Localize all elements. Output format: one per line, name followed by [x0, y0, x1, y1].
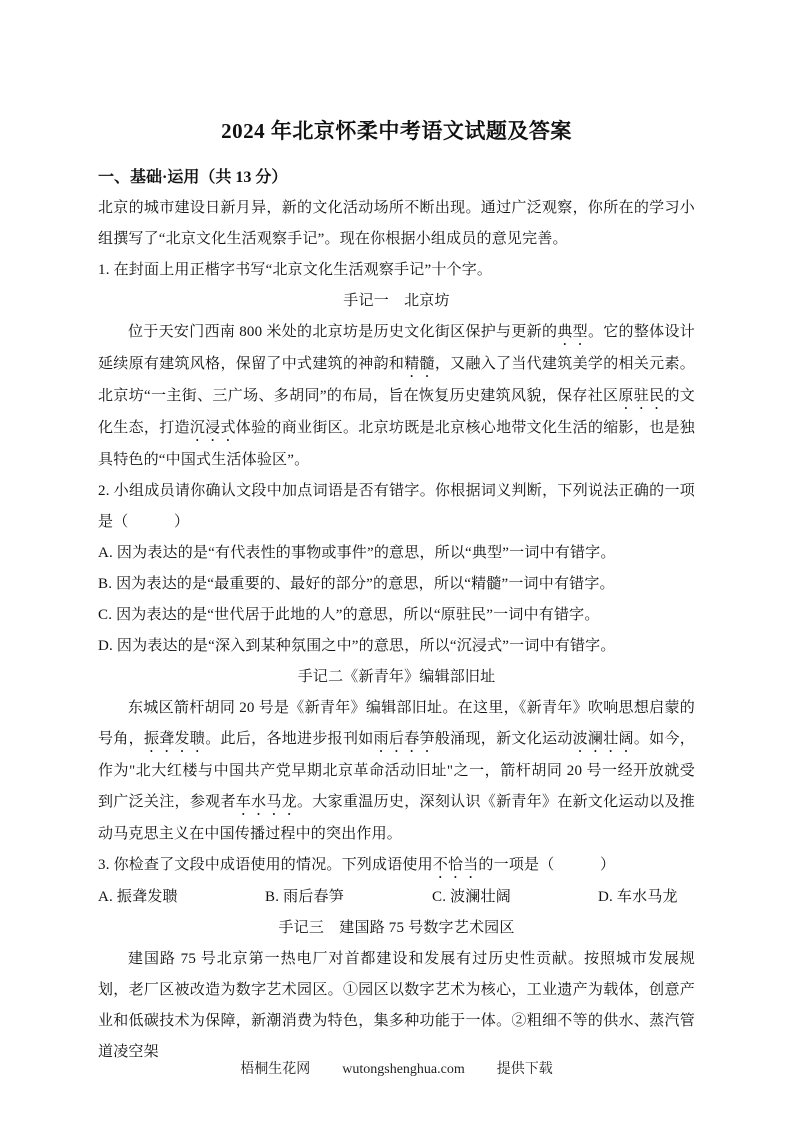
- note1-title: 手记一 北京坊: [343, 293, 450, 309]
- question-2-option-d: D. 因为表达的是“深入到某种氛围之中”的意思，所以“沉浸式”一词中有错字。: [98, 638, 616, 654]
- note3-passage: 建国路 75 号北京第一热电厂对首都建设和发展有过历史性贡献。按照城市发展规划，老厂区被改造为数字艺术园区。①园区以数字艺术为核心，工业遗产为载体，创意产业和低碳技术为保障，新潮消费为特色，集多种功能于一体。②粗细不等的供水、蒸汽管道凌空架: [98, 951, 695, 1060]
- emphasized-text: 不恰当: [432, 857, 479, 873]
- note3-title: 手记三 建国路 75 号数字艺术园区: [278, 920, 515, 936]
- question-3-stem: [98, 850, 695, 882]
- text-segment: 东城区箭杆胡同 20 号是《新青年》编辑部旧址。在这里，《新青年》吹响思想启蒙的号角，: [98, 700, 695, 747]
- text-segment: 。如今，作为"北大红楼与中国共产党早期北京革命活动旧址"之一，箭杆胡同 20 号一经开放就受到广泛关注，参观者: [98, 731, 696, 810]
- question-3-option-c: C. 波澜壮阔: [432, 889, 511, 905]
- text-segment: 般涌现，新文化运动: [434, 731, 573, 747]
- note1-passage: [98, 317, 695, 476]
- question-3-options: [98, 882, 695, 913]
- text-segment: 。它的整体设计延续原有建筑风格，保留了中式建筑的神韵和: [98, 324, 696, 372]
- question-2-option-b: B. 因为表达的是“最重要的、最好的部分”的意思，所以“精髓”一词中有错字。: [98, 576, 615, 592]
- emphasized-text: 雨后春笋: [373, 731, 435, 747]
- footer-site-name: 梧桐生花网: [240, 1062, 311, 1077]
- emphasized-text: 精髓: [404, 356, 435, 372]
- question-3-option-b: B. 雨后春笋: [265, 889, 344, 905]
- page-footer: [0, 1060, 793, 1080]
- question-2-stem: 2. 小组成员请你确认文段中加点词语是否有错字。你根据词义判断，下列说法正确的一项是（ ）: [98, 483, 695, 530]
- footer-site-url: wutongshenghua.com: [342, 1062, 465, 1077]
- emphasized-text: 波澜壮阔: [572, 731, 634, 747]
- text-segment: ，又融入了当代建筑美学的相关元素。北京坊“一主街、三广场、多胡同”的布局，旨在恢复历史建筑风貌，保存社区: [98, 356, 695, 404]
- text-segment: 。此后，各地进步报刊如: [205, 731, 374, 747]
- note2-title: 手记二《新青年》编辑部旧址: [297, 669, 496, 685]
- note2-passage: [98, 693, 695, 850]
- text-segment: 的文化生态，打造: [98, 388, 695, 436]
- question-3-option-a: A. 振聋发聩: [98, 889, 178, 905]
- question-2-option-c: C. 因为表达的是“世代居于此地的人”的意思，所以“原驻民”一词中有错字。: [98, 607, 600, 623]
- text-segment: 3. 你检查了文段中成语使用的情况。下列成语使用: [98, 857, 433, 873]
- text-segment: 。大家重温历史，深刻认识《新青年》在新文化运动以及推动马克思主义在中国传播过程中的突出作用。: [98, 794, 695, 842]
- text-segment: 的一项是（ ）: [478, 857, 616, 873]
- emphasized-text: 车水马龙: [235, 794, 298, 810]
- footer-download-text: 提供下载: [496, 1062, 553, 1077]
- question-2-option-a: A. 因为表达的是“有代表性的事物或事件”的意思，所以“典型”一词中有错字。: [98, 545, 616, 561]
- intro-paragraph: 北京的城市建设日新月异，新的文化活动场所不断出现。通过广泛观察，你所在的学习小组撰写了“北京文化生活观察手记”。现在你根据小组成员的意见完善。: [98, 200, 695, 247]
- emphasized-text: 典型: [557, 324, 588, 340]
- emphasized-text: 振聋发聩: [143, 731, 206, 747]
- text-segment: 体验的商业街区。北京坊既是北京核心地带文化生活的缩影，也是独具特色的“中国式生活体验区”。: [98, 420, 695, 468]
- question-1: 1. 在封面上用正楷字书写“北京文化生活观察手记”十个字。: [98, 262, 493, 278]
- text-segment: 位于天安门西南 800 米处的北京坊是历史文化街区保护与更新的: [128, 324, 558, 340]
- page-title: 2024 年北京怀柔中考语文试题及答案: [221, 119, 572, 143]
- emphasized-text: 沉浸式: [189, 420, 236, 436]
- emphasized-text: 原驻民: [618, 388, 665, 404]
- question-3-option-d: D. 车水马龙: [598, 889, 678, 905]
- section-heading: 一、基础·运用（共 13 分）: [98, 169, 288, 186]
